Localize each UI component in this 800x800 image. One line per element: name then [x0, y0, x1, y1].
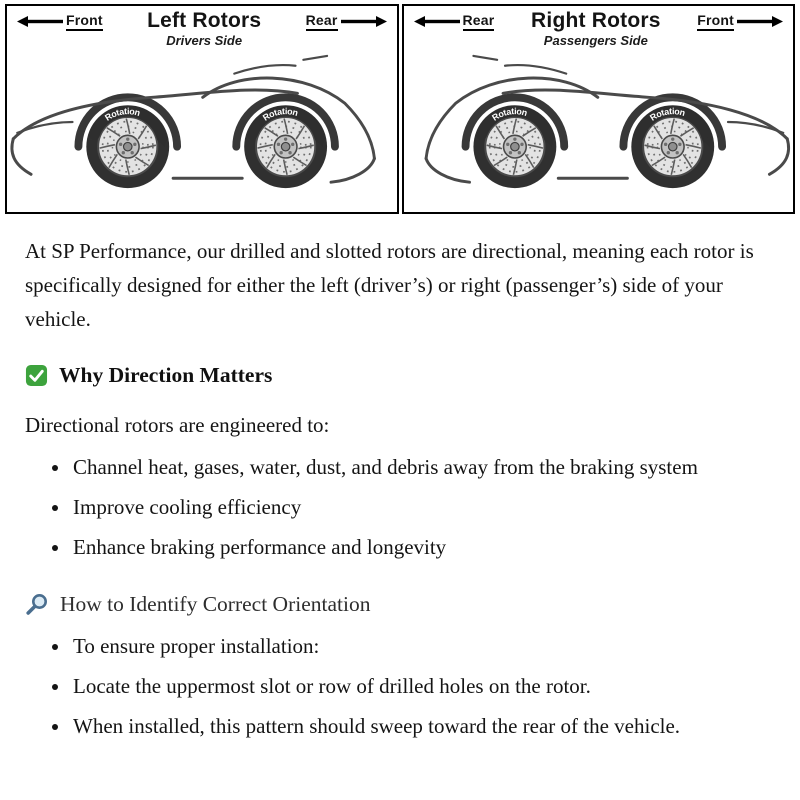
rotor-direction-diagram: [0, 0, 800, 214]
direction-label-text: Rear: [306, 12, 338, 31]
direction-label-text: Front: [66, 12, 103, 31]
panel-header: [7, 6, 397, 48]
panel-title: Left Rotors: [147, 9, 262, 32]
left-rotor-panel: [5, 4, 399, 214]
rear-direction-label: [306, 12, 387, 31]
section-title: How to Identify Correct Orientation: [60, 591, 371, 616]
why-section-heading: [25, 363, 775, 388]
list-item: • Channel heat, gases, water, dust, and debris away from the braking system: [71, 451, 775, 484]
right-rotor-panel: [402, 4, 796, 214]
arrow-left-icon: [17, 16, 63, 27]
section-title: Why Direction Matters: [59, 363, 273, 388]
rotation-label: Rotation: [103, 106, 142, 123]
why-bullet-list: [25, 451, 775, 565]
front-direction-label: [697, 12, 783, 31]
panel-subtitle: Passengers Side: [543, 33, 648, 49]
list-item: • Locate the uppermost slot or row of drilled holes on the rotor.: [71, 670, 775, 703]
identify-section-heading: [25, 592, 775, 617]
magnifier-icon: [25, 592, 49, 616]
panel-title: Right Rotors: [531, 9, 661, 32]
panel-titles: [531, 9, 661, 48]
left-car-illustration: [7, 48, 397, 196]
lead-paragraph: Directional rotors are engineered to:: [25, 413, 330, 438]
intro-paragraph: At SP Performance, our drilled and slotted rotors are directional, meaning each rotor is specifically designed for either the left (driver’s) or right (passenger’s) side of your vehicle.: [25, 239, 754, 332]
arrow-right-icon: [737, 16, 783, 27]
check-icon: [25, 364, 48, 387]
list-item: • When installed, this pattern should sweep toward the rear of the vehicle.: [71, 710, 775, 743]
right-car-illustration: [404, 48, 794, 196]
arrow-right-icon: [341, 16, 387, 27]
content-section: [0, 214, 800, 768]
list-item: • To ensure proper installation:: [71, 630, 775, 663]
rotation-label: Rotation: [647, 106, 686, 123]
front-direction-label: [17, 12, 103, 31]
rear-direction-label: [414, 12, 495, 31]
panel-titles: [147, 9, 261, 48]
list-item: • Improve cooling efficiency: [71, 491, 775, 524]
panel-header: [404, 6, 794, 48]
arrow-left-icon: [414, 16, 460, 27]
direction-label-text: Front: [697, 12, 734, 31]
rotation-label: Rotation: [489, 106, 529, 123]
identify-bullet-list: [25, 630, 775, 744]
rotation-label: Rotation: [260, 106, 300, 123]
panel-subtitle: Drivers Side: [166, 33, 243, 49]
direction-label-text: Rear: [463, 12, 495, 31]
list-item: • Enhance braking performance and longevity: [71, 531, 775, 564]
